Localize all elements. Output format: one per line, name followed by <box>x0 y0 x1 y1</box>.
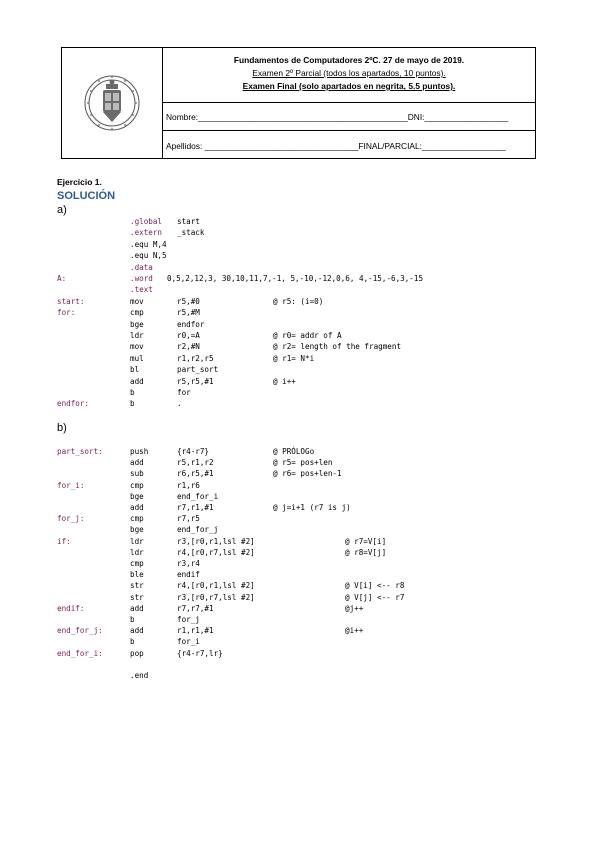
code-operands: {r4-r7} <box>177 447 210 456</box>
code-instruction: add <box>130 458 144 468</box>
code-label: for: <box>57 308 76 318</box>
exam-partial-note: Examen 2º Parcial (todos los apartados, 10 puntos). <box>252 68 446 78</box>
code-comment: @ V[i] <-- r8 <box>345 581 405 591</box>
apellidos-label: Apellidos: <box>166 141 203 151</box>
code-operands: r5,#M <box>177 308 200 318</box>
code-operands: r6,r5,#1 <box>177 469 214 479</box>
code-operands: r3,r4 <box>177 559 200 568</box>
code-comment: @ PRÓLOGo <box>273 447 315 456</box>
code-operands: r5,#0 <box>177 296 200 306</box>
code-instruction: str <box>130 592 144 602</box>
code-instruction: b <box>130 615 135 624</box>
code-instruction: pop <box>130 648 144 658</box>
exam-title-block <box>163 48 535 103</box>
code-operands: endfor <box>177 319 205 329</box>
code-comment: @ j=i+1 (r7 is j) <box>273 503 351 512</box>
code-operands: r1,r1,#1 <box>177 626 214 636</box>
code-instruction: add <box>130 603 144 613</box>
code-instruction: bl <box>130 365 140 375</box>
code-operands: r3,[r0,r1,lsl #2] <box>177 536 255 546</box>
apellidos-field <box>166 141 506 151</box>
code-operands: for <box>177 388 191 397</box>
code-instruction: ldr <box>130 331 144 340</box>
code-operands: r1,r6 <box>177 480 200 490</box>
apellidos-blank: _________________________________ <box>204 141 359 151</box>
code-operands: r5,r5,#1 <box>177 376 214 386</box>
code-label: if: <box>57 536 71 546</box>
code-label: start: <box>57 296 85 306</box>
apellidos-row <box>163 131 535 158</box>
code-instruction: b <box>130 399 135 409</box>
code-instruction: bge <box>130 525 144 535</box>
code-comment: @ i++ <box>273 376 296 386</box>
dni-label: DNI: <box>407 112 425 122</box>
code-instruction: add <box>130 503 144 512</box>
code-instruction: mov <box>130 342 144 352</box>
code-instruction: cmp <box>130 514 144 524</box>
code-operands: end_for_i <box>177 491 219 501</box>
university-seal-icon <box>62 48 162 158</box>
code-instruction: cmp <box>130 559 144 568</box>
code-instruction: add <box>130 376 144 386</box>
code-comment: @ r1= N*i <box>273 353 315 363</box>
code-operands: r4,[r0,r1,lsl #2] <box>177 581 255 591</box>
code-comment: @ r5: (i=0) <box>273 296 324 306</box>
code-label: for_i: <box>57 480 85 490</box>
code-comment: @ r2= length of the fragment <box>273 342 402 352</box>
code-operands: _stack <box>177 228 205 238</box>
code-operands: r2,#N <box>177 342 200 352</box>
nombre-blank: _____________________________________________ <box>198 112 408 122</box>
code-operands: endif <box>177 570 200 580</box>
code-label: A: <box>57 274 67 283</box>
code-instruction: .text <box>130 285 153 295</box>
code-instruction: b <box>130 388 135 397</box>
code-operands: for_i <box>177 637 200 647</box>
code-comment: @ V[j] <-- r7 <box>345 592 405 602</box>
exercise-title: Ejercicio 1. <box>57 177 102 187</box>
code-instruction: bge <box>130 319 144 329</box>
code-instruction: .extern <box>130 228 163 238</box>
dni-blank: __________________ <box>424 112 509 122</box>
code-instruction: ble <box>130 570 144 580</box>
code-label: end_for_j: <box>57 626 103 636</box>
code-operands: r0,=A <box>177 331 200 340</box>
code-operands: r1,r2,r5 <box>177 353 214 363</box>
code-label: end_for_i: <box>57 648 103 658</box>
code-comment: @ r8=V[j] <box>345 547 387 557</box>
code-operands: r7,r5 <box>177 514 200 524</box>
code-instruction: str <box>130 581 144 591</box>
code-operands: . <box>177 399 182 409</box>
code-operands: r5,r1,r2 <box>177 458 214 468</box>
part-b-label: b) <box>57 422 67 434</box>
code-instruction: .global <box>130 217 163 226</box>
code-operands: r7,r7,#1 <box>177 603 214 613</box>
code-instruction: b <box>130 637 135 647</box>
code-operands: for_j <box>177 615 200 624</box>
code-comment: @i++ <box>345 626 364 636</box>
code-operands: end_for_j <box>177 525 219 535</box>
code-instruction: .data <box>130 262 153 272</box>
code-instruction: ldr <box>130 547 144 557</box>
code-comment: @ r5= pos+len <box>273 458 333 468</box>
code-instruction: .equ M,4 <box>130 239 167 249</box>
code-instruction: bge <box>130 491 144 501</box>
code-comment: @ r7=V[i] <box>345 536 387 546</box>
code-comment: @ r6= pos+len-1 <box>273 469 342 479</box>
nombre-row <box>163 102 535 131</box>
code-comment: @j++ <box>345 603 364 613</box>
code-operands: r3,[r0,r7,lsl #2] <box>177 592 255 602</box>
final-parcial-blank: __________________ <box>421 141 506 151</box>
exam-final-note: Examen Final (solo apartados en negrita, 5.5 puntos). <box>242 81 456 91</box>
code-instruction: cmp <box>130 480 144 490</box>
solution-heading: SOLUCIÓN <box>57 190 116 202</box>
nombre-field <box>166 112 508 122</box>
code-label: endif: <box>57 603 85 613</box>
code-instruction: .end <box>130 671 149 680</box>
code-operands: start <box>177 217 200 226</box>
university-seal-cell <box>62 48 163 158</box>
code-operands: part_sort <box>177 365 219 375</box>
code-label: for_j: <box>57 514 85 524</box>
code-operands: r7,r1,#1 <box>177 503 214 512</box>
code-comment: @ r0= addr of A <box>273 331 342 340</box>
code-instruction: sub <box>130 469 144 479</box>
exam-header <box>61 47 536 159</box>
code-instruction: mov <box>130 296 144 306</box>
code-instruction: ldr <box>130 536 144 546</box>
code-instruction: cmp <box>130 308 144 318</box>
code-label: part_sort: <box>57 447 103 456</box>
code-operands: r4,[r0,r7,lsl #2] <box>177 547 255 557</box>
part-a-label: a) <box>57 204 67 216</box>
code-instruction: mul <box>130 353 144 363</box>
code-instruction: .equ N,5 <box>130 251 167 261</box>
code-operands: {r4-r7,lr} <box>177 648 223 658</box>
code-label: endfor: <box>57 399 90 409</box>
nombre-label: Nombre: <box>166 112 199 122</box>
code-instruction: push <box>130 447 149 456</box>
code-instruction: add <box>130 626 144 636</box>
exam-title: Fundamentos de Computadores 2ºC. 27 de mayo de 2019. <box>233 55 465 65</box>
final-parcial-label: FINAL/PARCIAL: <box>358 141 422 151</box>
code-operands: 0,5,2,12,3, 30,10,11,7,-1, 5,-10,-12,0,6, 4,-15,-6,3,-15 <box>167 274 424 283</box>
code-instruction: .word <box>130 274 153 283</box>
